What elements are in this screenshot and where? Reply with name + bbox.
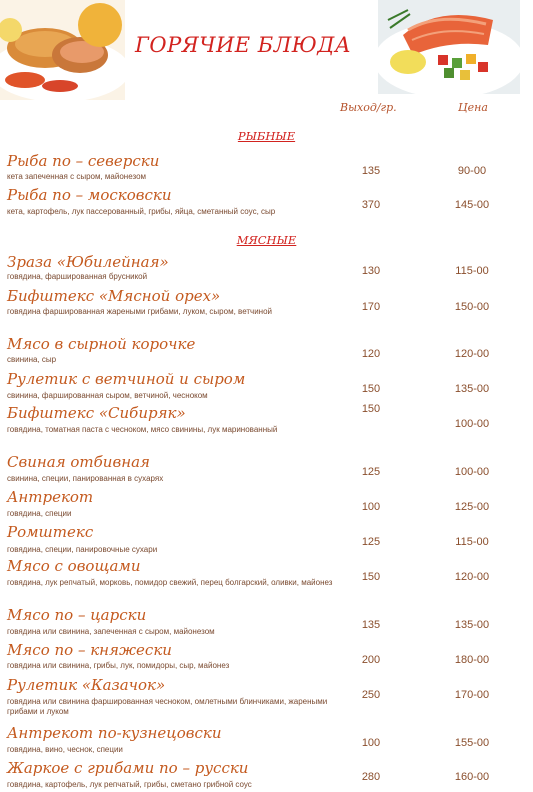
item-description: свинина, сыр <box>7 355 57 364</box>
item-name: Бифштекс «Сибиряк» <box>7 404 186 422</box>
item-name: Антрекот по-кузнецовски <box>7 724 222 742</box>
item-yield: 135 <box>361 165 381 177</box>
item-price: 120-00 <box>454 348 490 360</box>
item-yield: 120 <box>361 348 381 360</box>
item-price: 100-00 <box>454 418 490 430</box>
item-name: Ромштекс <box>7 523 94 541</box>
item-description: говядина или свинина, грибы, лук, помидоры, сыр, майонез <box>7 661 230 670</box>
item-description: говядина, картофель, лук репчатый, грибы, сметано грибной соус <box>7 780 252 789</box>
item-name: Рулетик «Казачок» <box>7 676 166 694</box>
item-description: свинина, специи, панированная в сухарях <box>7 474 164 483</box>
item-name: Антрекот <box>7 488 94 506</box>
item-price: 160-00 <box>454 771 490 783</box>
item-yield: 150 <box>361 383 381 395</box>
menu-title: ГОРЯЧИЕ БЛЮДА <box>135 33 352 57</box>
item-description: кета запеченная с сыром, майонезом <box>7 172 147 181</box>
item-yield: 135 <box>361 619 381 631</box>
item-yield: 250 <box>361 689 381 701</box>
item-description: говядина, вино, чеснок, специи <box>7 745 123 754</box>
item-price: 145-00 <box>454 199 490 211</box>
item-price: 100-00 <box>454 466 490 478</box>
item-description: говядина, специи, панировочные сухари <box>7 545 158 554</box>
item-price: 115-00 <box>455 265 489 277</box>
item-name: Бифштекс «Мясной орех» <box>7 287 221 305</box>
item-name: Мясо с овощами <box>7 557 141 575</box>
item-yield: 100 <box>361 501 381 513</box>
item-name: Свиная отбивная <box>7 453 150 471</box>
item-description: говядина, специи <box>7 509 72 518</box>
column-header-price: Цена <box>458 101 488 114</box>
item-description: говядина фаршированная жареными грибами, луком, сыром, ветчиной <box>7 307 273 316</box>
item-price: 120-00 <box>454 571 490 583</box>
item-price: 150-00 <box>454 301 490 313</box>
item-price: 125-00 <box>454 501 490 513</box>
item-yield: 280 <box>361 771 381 783</box>
photo-chicken-dish <box>0 0 125 100</box>
item-name: Зраза «Юбилейная» <box>7 253 169 271</box>
item-name: Рыба по – северски <box>7 152 160 170</box>
item-yield: 370 <box>361 199 381 211</box>
photo-salmon-dish <box>378 0 520 94</box>
item-price: 115-00 <box>455 536 489 548</box>
item-price: 180-00 <box>454 654 490 666</box>
item-description: говядина или свинина, запеченная с сыром, майонезом <box>7 627 215 636</box>
item-price: 135-00 <box>454 619 490 631</box>
item-yield: 130 <box>361 265 381 277</box>
item-yield: 150 <box>361 571 381 583</box>
item-yield: 200 <box>361 654 381 666</box>
item-yield: 150 <box>361 403 381 415</box>
item-description: кета, картофель, лук пассерованный, грибы, яйца, сметанный соус, сыр <box>7 207 276 216</box>
item-yield: 170 <box>361 301 381 313</box>
item-price: 155-00 <box>454 737 490 749</box>
item-name: Рыба по – московски <box>7 186 172 204</box>
item-price: 170-00 <box>454 689 490 701</box>
item-description: говядина, томатная паста с чесноком, мясо свинины, лук маринованный <box>7 425 278 434</box>
item-name: Мясо в сырной корочке <box>7 335 196 353</box>
item-name: Мясо по – царски <box>7 606 147 624</box>
item-description: говядина, фаршированная брусникой <box>7 272 148 281</box>
item-name: Мясо по – княжески <box>7 641 172 659</box>
item-price: 135-00 <box>454 383 490 395</box>
item-name: Жаркое с грибами по – русски <box>7 759 249 777</box>
item-price: 90-00 <box>457 165 487 177</box>
section-fish: РЫБНЫЕ <box>237 129 296 143</box>
item-name: Рулетик с ветчиной и сыром <box>7 370 246 388</box>
item-description: говядина, лук репчатый, морковь, помидор свежий, перец болгарский, оливки, майонез <box>7 578 333 587</box>
item-yield: 125 <box>361 466 381 478</box>
item-description: свинина, фаршированная сыром, ветчиной, чесноком <box>7 391 208 400</box>
column-header-yield: Выход/гр. <box>340 101 397 114</box>
item-yield: 100 <box>361 737 381 749</box>
section-meat: МЯСНЫЕ <box>236 233 297 247</box>
item-description: говядина или свинина фаршированная чесноком, омлетными блинчиками, жареными грибами и луком <box>7 697 328 716</box>
item-yield: 125 <box>361 536 381 548</box>
